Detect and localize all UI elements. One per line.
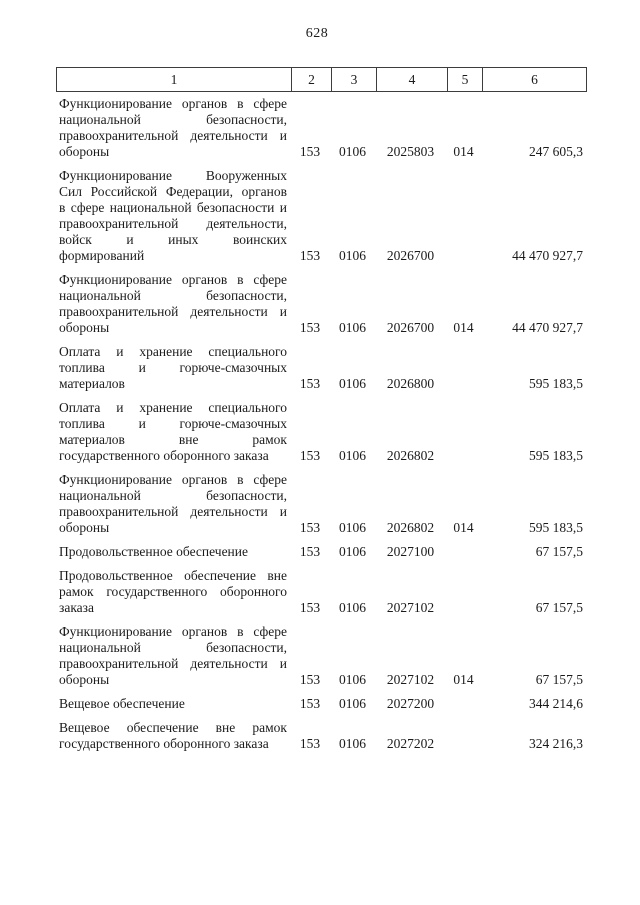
- row-name-line: правоохранительной деятельности,: [59, 216, 287, 231]
- row-target-article-cell: 2026800: [386, 376, 435, 391]
- row-name-cell: [56, 720, 290, 752]
- row-name-cell: [56, 624, 290, 688]
- row-name-line: государственного оборонного заказа: [59, 448, 269, 463]
- row-name-line: национальной безопасности,: [59, 488, 287, 503]
- row-section-code-cell: 0106: [339, 736, 366, 751]
- row-section-code-cell: 0106: [339, 248, 366, 263]
- row-amount-cell: 344 214,6: [529, 696, 583, 711]
- row-target-article-cell: 2027102: [386, 672, 435, 687]
- row-name-cell: [56, 568, 290, 616]
- row-name-cell: [56, 472, 290, 536]
- row-name-line: Продовольственное обеспечение: [59, 544, 248, 559]
- row-target-article-cell: 2026802: [386, 448, 435, 463]
- row-target-article-cell: 2027100: [386, 544, 435, 559]
- row-name-line: Функционирование Вооруженных: [59, 168, 287, 183]
- row-section-code-cell: 0106: [339, 544, 366, 559]
- table-row: [56, 696, 587, 712]
- row-name-line: Функционирование органов в сфере: [59, 472, 287, 487]
- row-amount-cell: 595 183,5: [529, 520, 583, 535]
- row-amount-cell: 247 605,3: [529, 144, 583, 159]
- row-section-code-cell: 0106: [339, 448, 366, 463]
- table-body: [56, 96, 587, 752]
- row-name-line: национальной безопасности,: [59, 288, 287, 303]
- row-name-line: топлива и горюче-смазочных: [59, 416, 287, 431]
- row-name-cell: [56, 544, 290, 560]
- row-expense-type-cell: 014: [453, 520, 474, 535]
- row-chief-code-cell: 153: [299, 248, 321, 263]
- row-name-line: материалов: [59, 376, 125, 391]
- row-chief-code-cell: 153: [299, 544, 321, 559]
- row-name-line: правоохранительной деятельности и: [59, 656, 287, 671]
- row-name-line: Оплата и хранение специального: [59, 344, 287, 359]
- row-target-article-cell: 2027200: [386, 696, 435, 711]
- row-section-code-cell: 0106: [339, 376, 366, 391]
- row-name-line: формирований: [59, 248, 145, 263]
- row-expense-type-cell: 014: [453, 144, 474, 159]
- row-name-line: Сил Российской Федерации, органов: [59, 184, 287, 199]
- row-amount-cell: 44 470 927,7: [512, 320, 583, 335]
- table-row: [56, 400, 587, 464]
- row-target-article-cell: 2027102: [386, 600, 435, 615]
- row-chief-code-cell: 153: [299, 696, 321, 711]
- table-header-row: [56, 67, 587, 92]
- row-expense-type-cell: 014: [453, 320, 474, 335]
- row-name-line: Вещевое обеспечение вне рамок: [59, 720, 287, 735]
- row-chief-code-cell: 153: [299, 448, 321, 463]
- table-row: [56, 472, 587, 536]
- row-name-line: обороны: [59, 144, 110, 159]
- header-col-3: 3: [331, 68, 376, 91]
- row-name-cell: [56, 96, 290, 160]
- table-row: [56, 568, 587, 616]
- row-amount-cell: 67 157,5: [535, 600, 583, 615]
- row-name-line: заказа: [59, 600, 94, 615]
- header-col-2: 2: [291, 68, 331, 91]
- row-name-cell: [56, 272, 290, 336]
- row-chief-code-cell: 153: [299, 600, 321, 615]
- row-name-line: рамок государственного оборонного: [59, 584, 287, 599]
- row-name-line: Функционирование органов в сфере: [59, 272, 287, 287]
- row-target-article-cell: 2026700: [386, 248, 435, 263]
- row-name-line: обороны: [59, 520, 110, 535]
- table-row: [56, 272, 587, 336]
- row-target-article-cell: 2027202: [386, 736, 435, 751]
- row-chief-code-cell: 153: [299, 144, 321, 159]
- row-chief-code-cell: 153: [299, 520, 321, 535]
- row-chief-code-cell: 153: [299, 320, 321, 335]
- row-name-line: Вещевое обеспечение: [59, 696, 185, 711]
- row-name-line: Оплата и хранение специального: [59, 400, 287, 415]
- row-name-line: национальной безопасности,: [59, 640, 287, 655]
- row-name-line: войск и иных воинских: [59, 232, 287, 247]
- row-name-line: правоохранительной деятельности и: [59, 504, 287, 519]
- row-amount-cell: 67 157,5: [535, 672, 583, 687]
- row-name-line: топлива и горюче-смазочных: [59, 360, 287, 375]
- row-name-cell: [56, 344, 290, 392]
- table-row: [56, 168, 587, 264]
- row-chief-code-cell: 153: [299, 672, 321, 687]
- table-row: [56, 96, 587, 160]
- row-name-line: обороны: [59, 672, 110, 687]
- row-amount-cell: 44 470 927,7: [512, 248, 583, 263]
- row-section-code-cell: 0106: [339, 600, 366, 615]
- row-section-code-cell: 0106: [339, 696, 366, 711]
- row-section-code-cell: 0106: [339, 144, 366, 159]
- row-chief-code-cell: 153: [299, 736, 321, 751]
- row-chief-code-cell: 153: [299, 376, 321, 391]
- table-row: [56, 720, 587, 752]
- table-row: [56, 344, 587, 392]
- row-name-line: Функционирование органов в сфере: [59, 96, 287, 111]
- header-col-6: 6: [482, 68, 586, 91]
- table-row: [56, 624, 587, 688]
- row-name-line: правоохранительной деятельности и: [59, 128, 287, 143]
- row-name-line: национальной безопасности,: [59, 112, 287, 127]
- row-section-code-cell: 0106: [339, 672, 366, 687]
- row-amount-cell: 595 183,5: [529, 448, 583, 463]
- row-section-code-cell: 0106: [339, 520, 366, 535]
- row-name-cell: [56, 400, 290, 464]
- row-name-line: в сфере национальной безопасности и: [59, 200, 287, 215]
- row-name-line: обороны: [59, 320, 110, 335]
- row-name-cell: [56, 696, 290, 712]
- row-name-line: материалов вне рамок: [59, 432, 287, 447]
- row-amount-cell: 595 183,5: [529, 376, 583, 391]
- row-name-line: Продовольственное обеспечение вне: [59, 568, 287, 583]
- row-name-line: государственного оборонного заказа: [59, 736, 269, 751]
- row-name-cell: [56, 168, 290, 264]
- header-col-5: 5: [447, 68, 482, 91]
- row-name-line: правоохранительной деятельности и: [59, 304, 287, 319]
- row-target-article-cell: 2026802: [386, 520, 435, 535]
- row-target-article-cell: 2025803: [386, 144, 435, 159]
- row-name-line: Функционирование органов в сфере: [59, 624, 287, 639]
- row-section-code-cell: 0106: [339, 320, 366, 335]
- header-col-4: 4: [376, 68, 447, 91]
- page-number: 628: [305, 26, 329, 41]
- budget-table: [56, 67, 587, 752]
- row-target-article-cell: 2026700: [386, 320, 435, 335]
- row-expense-type-cell: 014: [453, 672, 474, 687]
- header-col-1: 1: [170, 71, 178, 87]
- row-amount-cell: 324 216,3: [529, 736, 583, 751]
- row-amount-cell: 67 157,5: [535, 544, 583, 559]
- table-row: [56, 544, 587, 560]
